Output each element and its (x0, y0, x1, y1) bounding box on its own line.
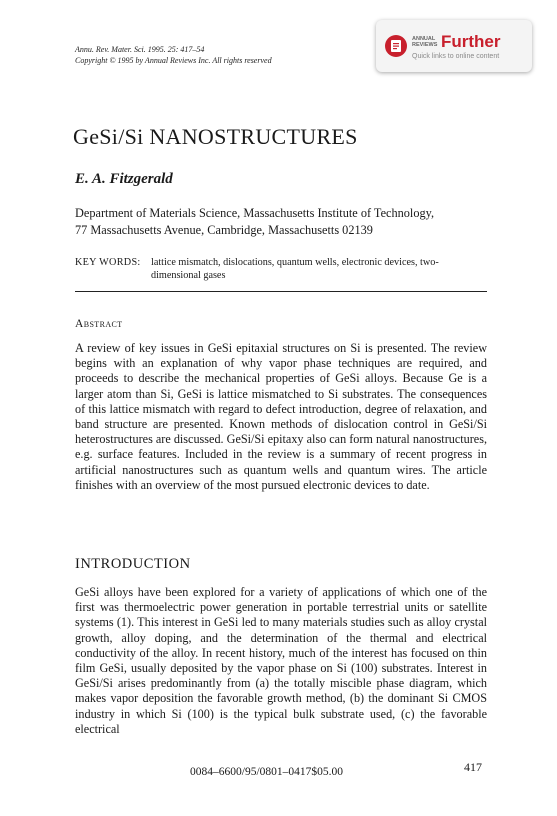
author-name: E. A. Fitzgerald (75, 171, 173, 187)
article-title: GeSi/Si NANOSTRUCTURES (73, 124, 358, 149)
annual-reviews-logo-icon (384, 34, 408, 58)
banner-further-label: Further (441, 31, 501, 51)
citation-line-2: Copyright © 1995 by Annual Reviews Inc. All rights reserved (75, 56, 272, 65)
keywords-label: KEY WORDS: (75, 257, 141, 268)
footer-price-code: 0084–6600/95/0801–0417$05.00 (190, 766, 344, 778)
author-affiliation (75, 205, 487, 239)
keywords (75, 256, 487, 282)
abstract-body: A review of key issues in GeSi epitaxial structures on Si is presented. The review begins with an explanation of why vapor phase techniques are required, and proceeds to describe the mechanical properties of GeSi alloys. Because Ge is a larger atom than Si, GeSi is lattice mismatched to Si substrates. The consequences of this lattice mismatch with regard to defect introduction, degree of relaxation, and band structure are presented. Known methods of dislocation control in GeSi/Si heterostructures are discussed. GeSi/Si epitaxy also can form natural nanostructures, e.g. surface features. Included in the review is a summary of recent progress in artificial nanostructures such as quantum wells and quantum wires. The article finishes with an overview of the most pursued electronic devices to date. (75, 341, 487, 492)
keywords-text: lattice mismatch, dislocations, quantum wells, electronic devices, two-dimensional gases (151, 257, 439, 281)
page-number: 417 (464, 760, 482, 774)
section-divider (75, 291, 487, 292)
abstract-heading: Abstract (75, 318, 123, 330)
journal-citation (75, 44, 272, 66)
further-banner[interactable] (376, 20, 532, 72)
banner-brand: ANNUAL REVIEWS (412, 35, 438, 48)
banner-text (412, 33, 501, 60)
affiliation-line-1: Department of Materials Science, Massachusetts Institute of Technology, (75, 206, 435, 220)
introduction-body: GeSi alloys have been explored for a variety of applications of which one of the first was thermoelectric power generation in portable terrestrial units or satellite systems (1). This interest in GeSi led to many materials studies such as alloy crystal growth, alloy doping, and the determination of the thermal and electrical conductivity of the alloy. In recent history, much of the interest has focused on thin film GeSi, usually deposited by the vapor phase on Si (100) substrates. Interest in GeSi/Si arises predominantly from (a) the totally miscible phase diagram, which makes vapor deposition the favorable growth method, (b) the dominant Si CMOS industry in which Si (100) is the typical bulk substrate used, (c) the favorable electrical (75, 585, 487, 736)
citation-line-1: Annu. Rev. Mater. Sci. 1995. 25: 417–54 (75, 45, 205, 54)
affiliation-line-2: 77 Massachusetts Avenue, Cambridge, Massachusetts 02139 (75, 223, 373, 237)
banner-subtitle: Quick links to online content (412, 52, 500, 60)
introduction-heading: INTRODUCTION (75, 556, 191, 572)
